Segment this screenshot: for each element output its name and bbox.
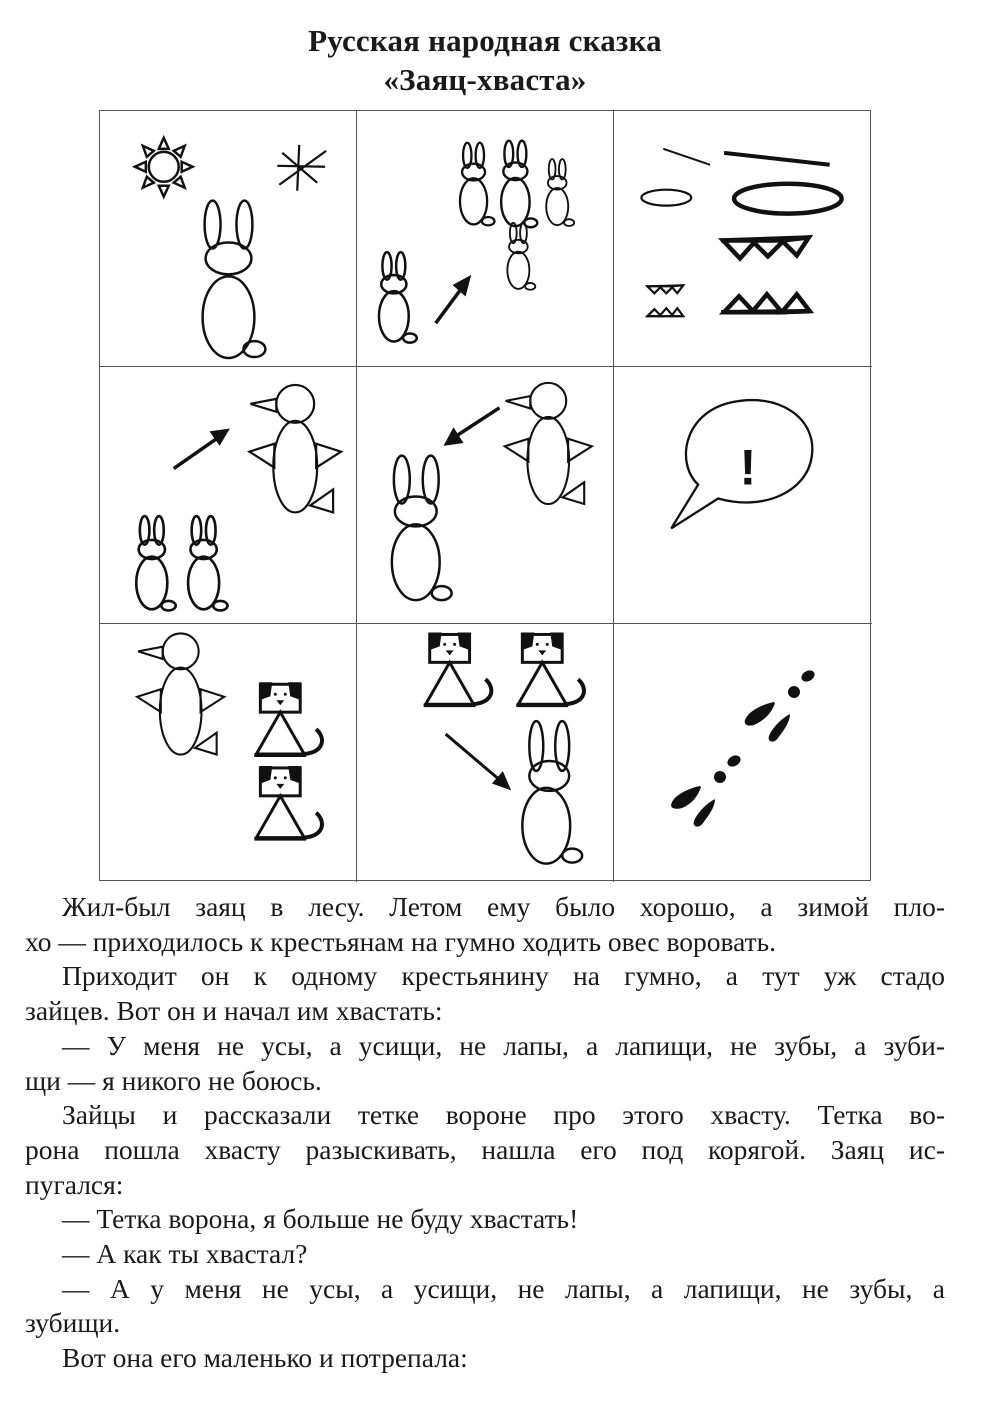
arrow-icon	[174, 431, 227, 469]
hare-icon	[188, 516, 227, 610]
story-line: щи — я никого не боюсь.	[25, 1064, 322, 1096]
story-line: — А как ты хвастал?	[62, 1238, 308, 1270]
crow-and-dogs-picture	[100, 624, 356, 882]
hare-icon	[460, 143, 495, 226]
picture-grid	[99, 110, 871, 881]
hare-icon	[136, 516, 175, 610]
story-paragraph-1	[25, 890, 945, 959]
arrow-icon	[436, 278, 469, 323]
speech-bubble-picture	[614, 367, 872, 623]
snowflake-icon	[277, 145, 326, 191]
hares-to-crow-picture	[100, 367, 356, 623]
story-line: пугался:	[25, 1168, 124, 1200]
dogs-to-hare-picture	[357, 624, 613, 882]
dog-icon	[254, 682, 322, 755]
picture-cell-5	[357, 367, 614, 624]
story-line: Приходит он к одному крестьянину на гумно, а тут уж стадо	[62, 960, 945, 992]
hare-icon	[522, 721, 582, 863]
crow-icon	[505, 383, 592, 504]
arrow-icon	[447, 408, 500, 444]
picture-cell-9	[614, 624, 872, 882]
story-line: — У меня не усы, а усищи, не лапы, а лапищи, не зубы, а зуби-	[62, 1029, 945, 1061]
story-line: — А у меня не усы, а усищи, не лапы, а лапищи, не зубы, а	[62, 1272, 945, 1304]
hare-icon	[379, 252, 417, 342]
story-line: рона пошла хвасту разыскивать, нашла его под корягой. Заяц ис-	[25, 1133, 945, 1165]
hare-icon	[392, 456, 452, 600]
page-title-line-1: Русская народная сказка	[308, 23, 662, 58]
sun-icon	[135, 138, 193, 197]
picture-cell-4	[100, 367, 357, 624]
story-line: зайцев. Вот он и начал им хвастать:	[25, 995, 443, 1027]
dog-icon	[516, 632, 584, 705]
story-paragraph-4	[25, 1098, 945, 1202]
story-paragraph-7	[25, 1272, 945, 1341]
arrow-icon	[446, 734, 509, 788]
story-line: зубищи.	[25, 1307, 121, 1339]
sun-snowflake-hare-picture	[100, 111, 356, 366]
picture-cell-7	[100, 624, 357, 882]
small-oval-icon	[641, 190, 691, 206]
dog-icon	[424, 632, 492, 705]
small-vs-big-picture	[614, 111, 872, 366]
hare-icon	[203, 201, 266, 358]
story-line: Жил-был заяц в лесу. Летом ему было хорошо, а зимой пло-	[62, 891, 945, 922]
story-paragraph-3	[25, 1029, 945, 1098]
small-teeth-top-icon	[646, 285, 683, 293]
picture-cell-3	[614, 111, 872, 367]
story-line: Зайцы и рассказали тетке вороне про этого хвасту. Тетка во-	[62, 1099, 945, 1131]
picture-cell-2	[357, 111, 614, 367]
small-teeth-bottom-icon	[646, 308, 683, 316]
story-paragraph-8	[25, 1341, 945, 1376]
story-text	[25, 890, 945, 1376]
big-oval-icon	[734, 184, 842, 214]
hare-tracks-picture	[614, 624, 872, 882]
crow-icon	[249, 385, 341, 513]
story-paragraph-6	[25, 1237, 945, 1272]
story-paragraph-2	[25, 959, 945, 1028]
big-teeth-bottom-icon	[721, 294, 810, 312]
picture-cell-8	[357, 624, 614, 882]
big-teeth-top-icon	[721, 238, 809, 259]
hare-icon	[546, 159, 574, 226]
story-paragraph-5	[25, 1202, 945, 1237]
story-line: — Тетка ворона, я больше не буду хвастать!	[62, 1203, 579, 1235]
crow-to-hare-picture	[357, 367, 613, 623]
story-line: Вот она его маленько и потрепала:	[62, 1342, 468, 1374]
dog-icon	[254, 766, 322, 839]
hare-icon	[501, 141, 537, 228]
picture-cell-1	[100, 111, 357, 367]
story-line: хо — приходилось к крестьянам на гумно ходить овес воровать.	[25, 925, 777, 957]
short-line-icon	[663, 149, 710, 165]
long-line-icon	[724, 153, 830, 165]
exclamation-mark: !	[739, 439, 757, 496]
footprints-icon	[671, 668, 816, 826]
hare-to-hares-picture	[357, 111, 613, 366]
crow-icon	[137, 633, 224, 754]
picture-cell-6	[614, 367, 872, 624]
page-title-line-2: «Заяц-хваста»	[383, 62, 587, 97]
hare-icon	[507, 223, 535, 290]
